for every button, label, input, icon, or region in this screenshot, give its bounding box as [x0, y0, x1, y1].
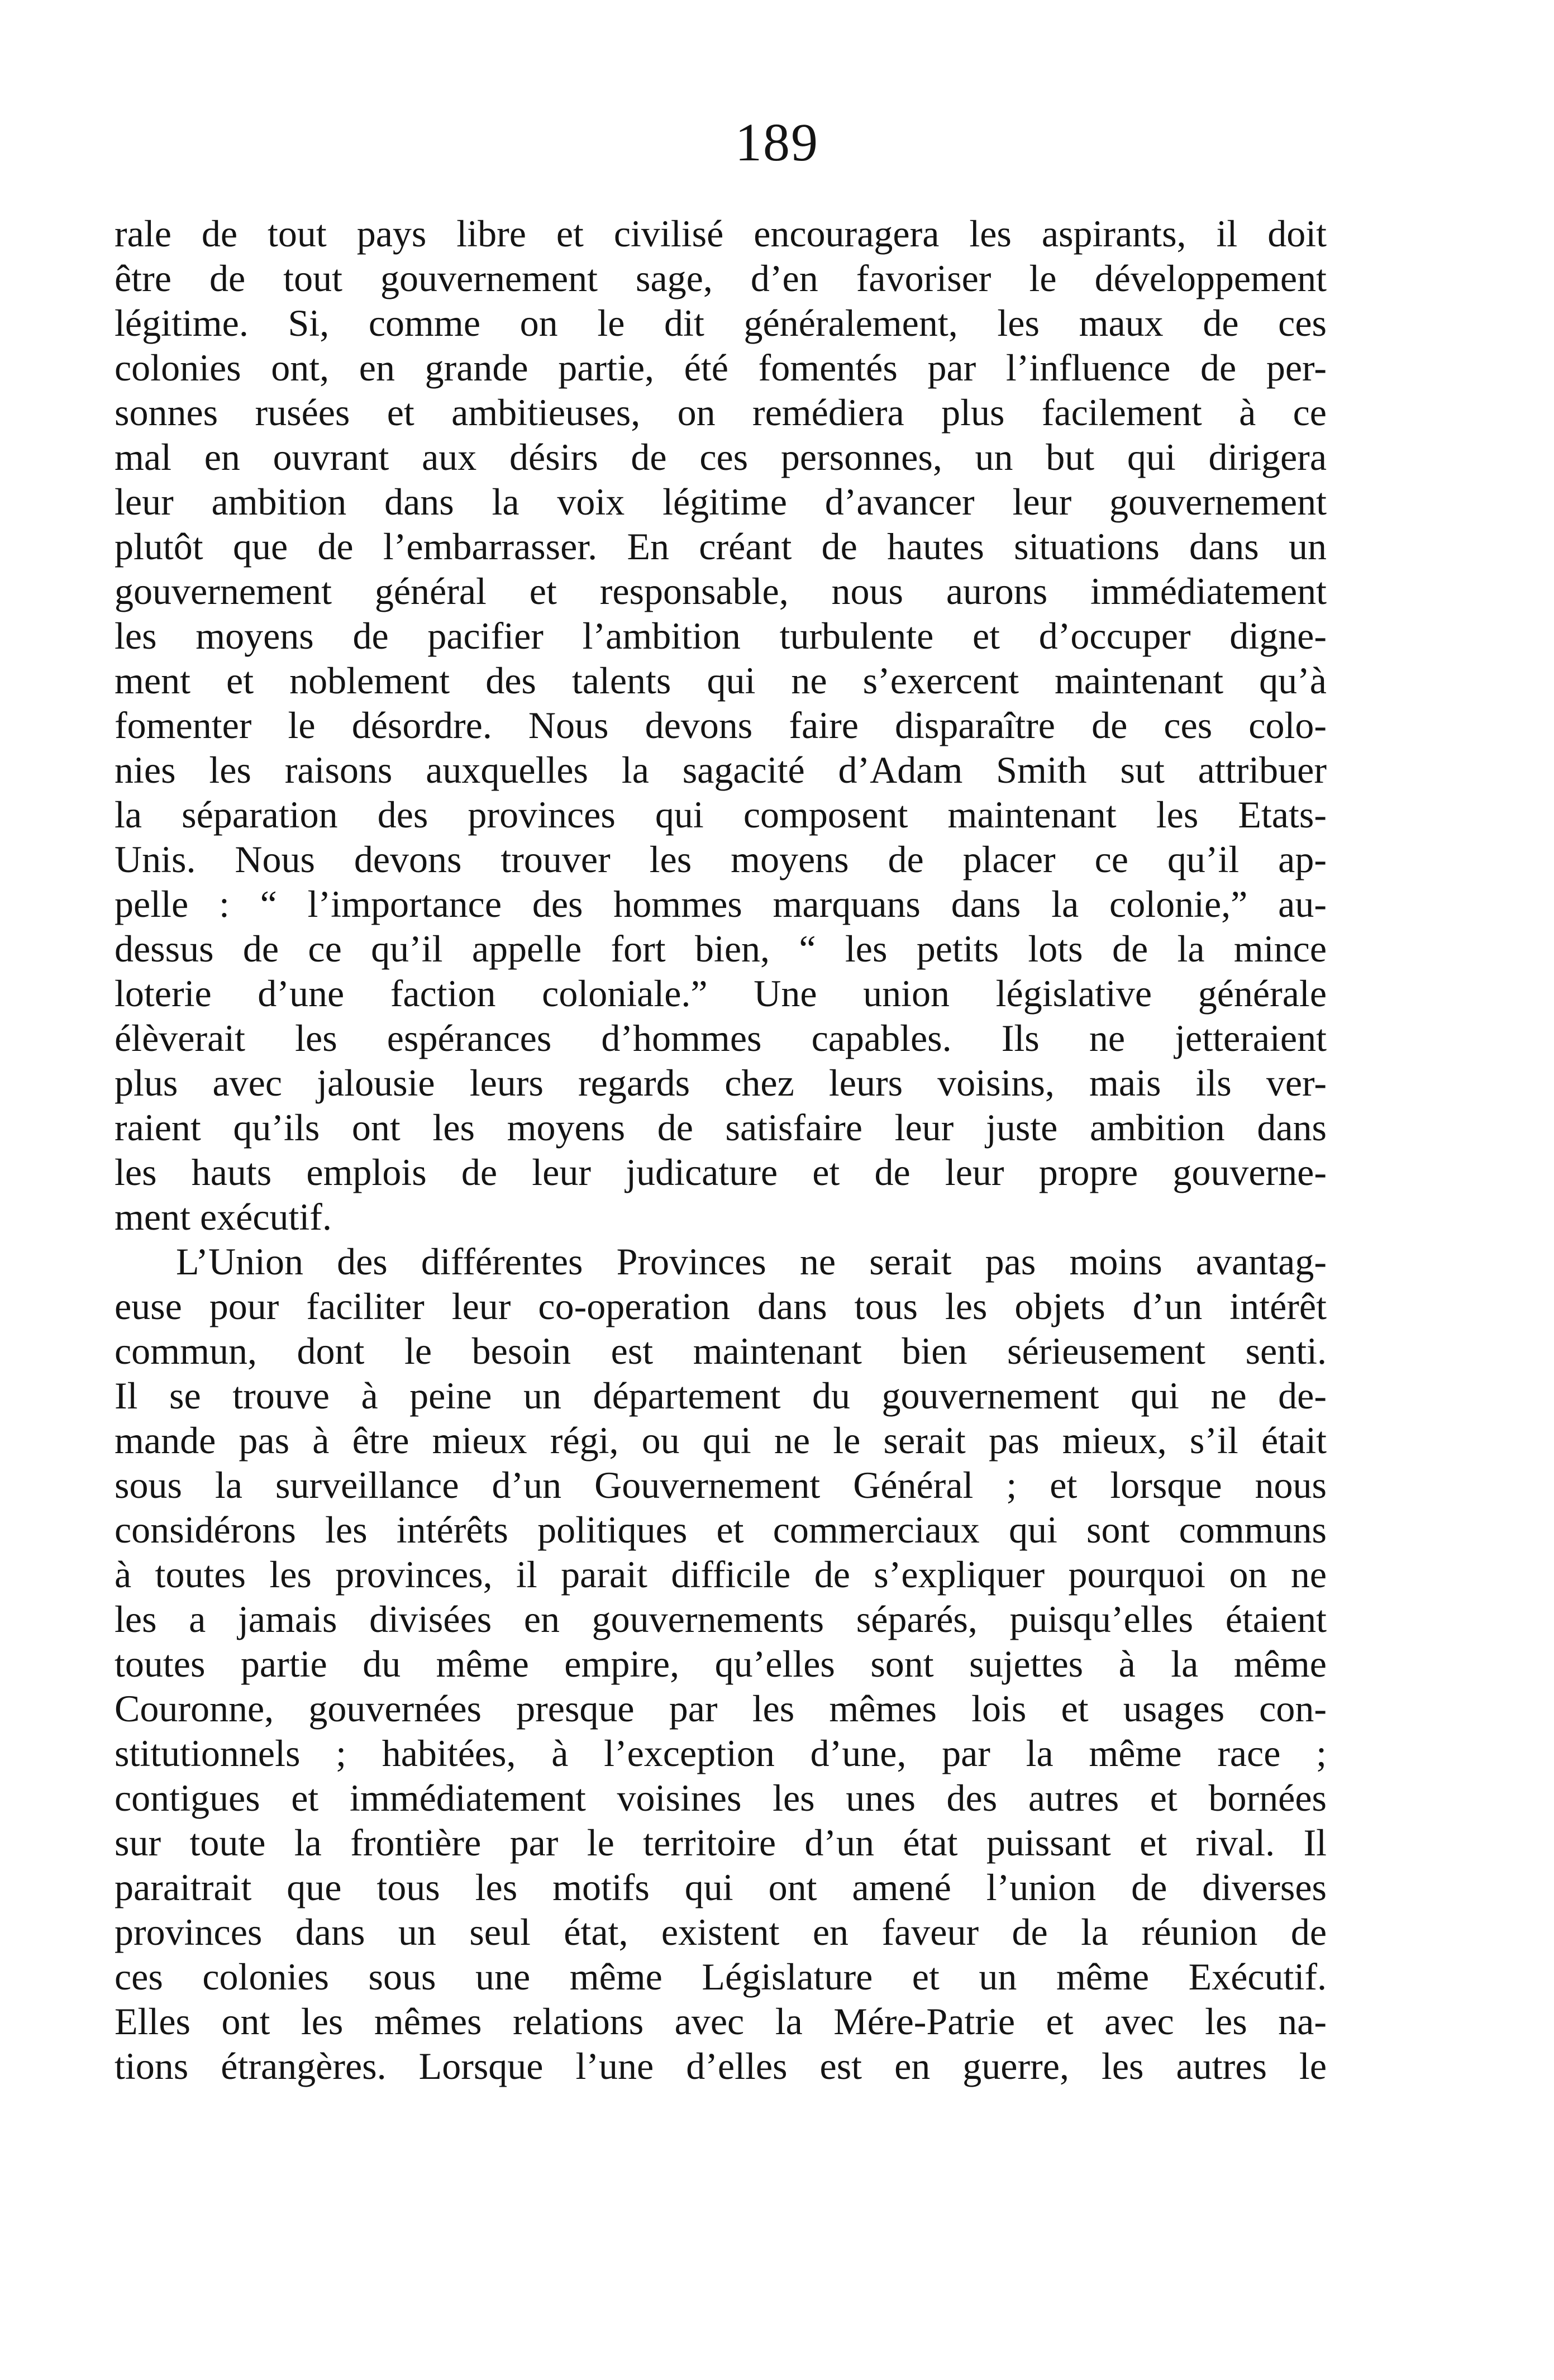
paragraph-1: [115, 211, 1327, 1239]
text-line: toutes partie du même empire, qu’elles sont sujettes à la même: [115, 1643, 1327, 1685]
text-line: Unis. Nous devons trouver les moyens de placer ce qu’il ap-: [115, 838, 1327, 880]
text-line: ces colonies sous une même Législature et un même Exécutif.: [115, 1955, 1327, 1998]
text-line: Il se trouve à peine un département du gouvernement qui ne de-: [115, 1374, 1327, 1417]
text-line: colonies ont, en grande partie, été fomentés par l’influence de per-: [115, 346, 1327, 389]
text-line: sous la surveillance d’un Gouvernement Général ; et lorsque nous: [115, 1464, 1327, 1506]
text-line: nies les raisons auxquelles la sagacité d’Adam Smith sut attribuer: [115, 749, 1327, 791]
text-line: être de tout gouvernement sage, d’en favoriser le développement: [115, 257, 1327, 299]
text-line: provinces dans un seul état, existent en faveur de la réunion de: [115, 1911, 1327, 1953]
text-line: ment exécutif.: [115, 1196, 332, 1238]
text-line: fomenter le désordre. Nous devons faire disparaître de ces colo-: [115, 704, 1327, 746]
body-text: [115, 211, 1327, 2088]
text-line: considérons les intérêts politiques et commerciaux qui sont communs: [115, 1508, 1327, 1551]
text-line: légitime. Si, comme on le dit généralement, les maux de ces: [115, 302, 1327, 344]
text-line: Elles ont les mêmes relations avec la Mére-Patrie et avec les na-: [115, 2000, 1327, 2043]
text-line: euse pour faciliter leur co-operation dans tous les objets d’un intérêt: [115, 1285, 1327, 1327]
text-line: les moyens de pacifier l’ambition turbulente et d’occuper digne-: [115, 615, 1327, 657]
text-line: stitutionnels ; habitées, à l’exception d’une, par la même race ;: [115, 1732, 1327, 1774]
text-line: les a jamais divisées en gouvernements séparés, puisqu’elles étaient: [115, 1598, 1327, 1640]
text-line: tions étrangères. Lorsque l’une d’elles est en guerre, les autres le: [115, 2045, 1327, 2087]
text-line: dessus de ce qu’il appelle fort bien, “ les petits lots de la mince: [115, 927, 1327, 970]
page-number: 189: [735, 112, 819, 172]
text-line: rale de tout pays libre et civilisé encouragera les aspirants, il doit: [115, 212, 1327, 255]
text-line: sur toute la frontière par le territoire d’un état puissant et rival. Il: [115, 1821, 1327, 1864]
text-line: gouvernement général et responsable, nous aurons immédiatement: [115, 570, 1327, 612]
text-line: commun, dont le besoin est maintenant bien sérieusement senti.: [115, 1330, 1327, 1372]
text-line: sonnes rusées et ambitieuses, on remédiera plus facilement à ce: [115, 391, 1327, 434]
text-line: raient qu’ils ont les moyens de satisfaire leur juste ambition dans: [115, 1106, 1327, 1149]
text-line: les hauts emplois de leur judicature et de leur propre gouverne-: [115, 1151, 1327, 1193]
text-line: L’Union des différentes Provinces ne serait pas moins avantag-: [176, 1240, 1327, 1283]
text-line: contigues et immédiatement voisines les unes des autres et bornées: [115, 1777, 1327, 1819]
text-line: mande pas à être mieux régi, ou qui ne le serait pas mieux, s’il était: [115, 1419, 1327, 1462]
text-line: plus avec jalousie leurs regards chez leurs voisins, mais ils ver-: [115, 1062, 1327, 1104]
text-line: à toutes les provinces, il parait difficile de s’expliquer pourquoi on ne: [115, 1553, 1327, 1596]
text-line: Couronne, gouvernées presque par les mêmes lois et usages con-: [115, 1687, 1327, 1730]
paragraph-2: [115, 1239, 1327, 2088]
text-line: mal en ouvrant aux désirs de ces personnes, un but qui dirigera: [115, 436, 1327, 478]
text-line: leur ambition dans la voix légitime d’avancer leur gouvernement: [115, 480, 1327, 523]
text-line: paraitrait que tous les motifs qui ont amené l’union de diverses: [115, 1866, 1327, 1908]
text-line: pelle : “ l’importance des hommes marquans dans la colonie,” au-: [115, 883, 1327, 925]
text-line: loterie d’une faction coloniale.” Une union législative générale: [115, 972, 1327, 1015]
text-line: plutôt que de l’embarrasser. En créant de hautes situations dans un: [115, 525, 1327, 568]
text-line: ment et noblement des talents qui ne s’exercent maintenant qu’à: [115, 659, 1327, 702]
text-line: élèverait les espérances d’hommes capables. Ils ne jetteraient: [115, 1017, 1327, 1059]
text-line: la séparation des provinces qui composent maintenant les Etats-: [115, 793, 1327, 836]
